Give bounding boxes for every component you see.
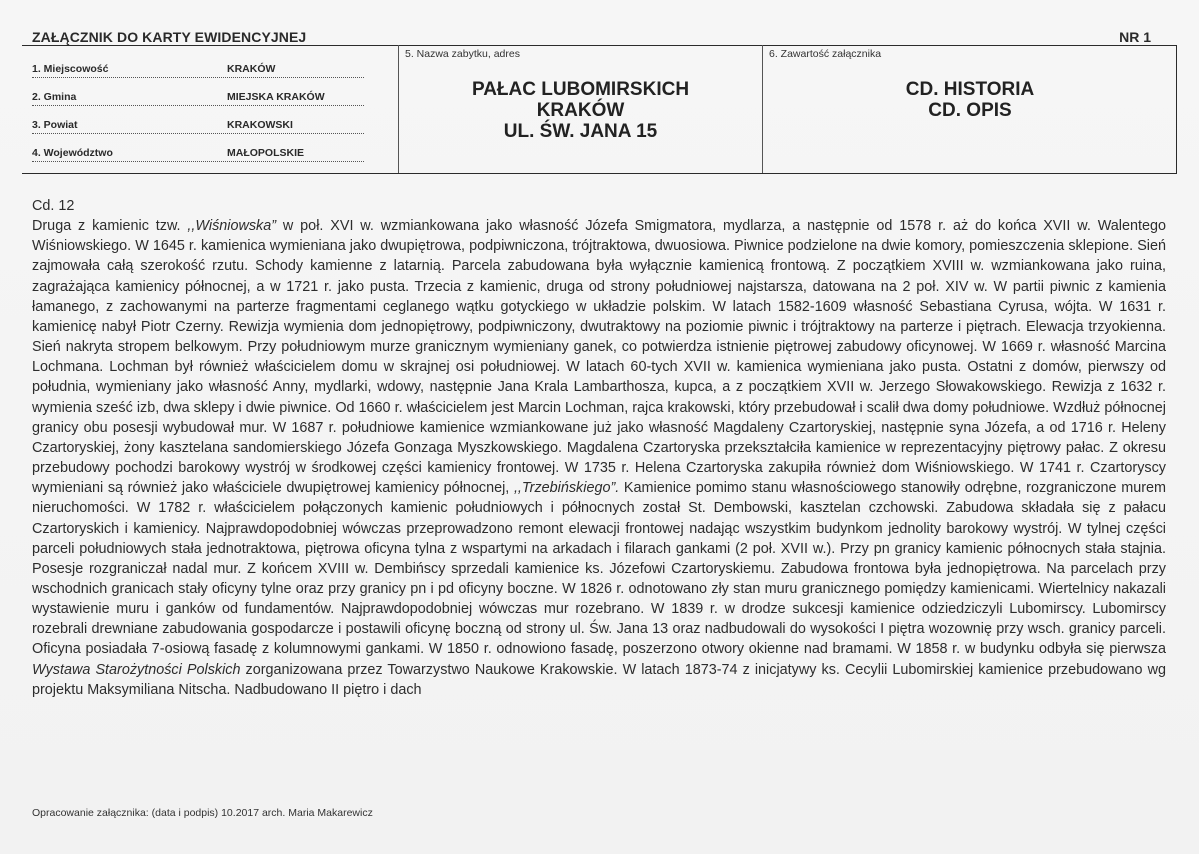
field-town-label: 1. Miejscowość: [32, 63, 109, 75]
text-segment: Druga z kamienic tzw.: [32, 218, 188, 235]
field-town: [32, 57, 364, 78]
contents-lines: [763, 79, 1177, 121]
prepared-by-footer: Opracowanie załącznika: (data i podpis) 10.2017 arch. Maria Makarewicz: [32, 807, 373, 819]
contents-box: [762, 45, 1177, 173]
field-voivodeship-label: 4. Województwo: [32, 147, 113, 159]
monument-line-3: UL. ŚW. JANA 15: [503, 121, 658, 142]
history-paragraph: [32, 216, 1166, 700]
field-commune-value: MIEJSKA KRAKÓW: [227, 91, 325, 103]
continuation-marker: Cd. 12: [32, 198, 75, 214]
header-box: [22, 45, 1177, 174]
text-segment: Kamienice pomimo stanu własnościowego stanowiły odrębne, rozgraniczone murem nieruchomości. W 1782 r. właścicielem połączonych kamienic południowych i północnych został St. Dembowski, kasztelan czchowski. Zabudowa składała się z pałacu Czartoryskich i kamienicy. Najprawdopodobniej wówczas przeprowadzono remont elewacji frontowej nadając wszystkim budynkom jednolity barokowy wystrój. W tylnej części parceli południowych stała jednotraktowa, piętrowa oficyna tylna z wspartymi na arkadach i filarach gankami (2 poł. XVII w.). Przy pn granicy kamienic północnych stała stajnia. Posesje rozgraniczał nadal mur. Z końcem XVIII w. Dembińscy sprzedali kamienice ks. Józefowi Czartoryskiemu. Zabudowa frontowa była jednopiętrowa. Na parcelach przy wschodnich granicach stały oficyny tylne oraz przy granicy pn i pd oficyny boczne. W 1826 r. odnotowano zły stan muru granicznego pomiędzy kamienicami. Wiertelnicy nakazali wystawienie muru i ganków od fundamentów. Najprawdopodobniej wówczas mur rozebrano. W 1839 r. w drodze sukcesji kamienice odziedziczyli Lubomirscy. Lubomirscy rozebrali drewniane zabudowania gospodarcze i postawili oficynę boczną od strony ul. Św. Jana 13 oraz nadbudowali do wysokości I piętra wozownię przy wsch. granicy parceli. Oficyna posiadała 7-osiową fasadę z kolumnowymi gankami. W 1850 r. odnowiono fasadę, poszerzono otwory okienne nad bramami. W 1858 r. w budynku odbyła się pierwsza: [32, 480, 1166, 658]
text-segment: w poł. XVI w. wzmiankowana jako własność Józefa Smigmatora, mydlarza, a następnie od 1578 r. aż do końca XVII w. Walentego Wiśniowskiego. W 1645 r. kamienica wymieniana jako dwupiętrowa, podpiwniczona, trójtraktowa, dwuosiowa. Piwnice podzielone na dwie komory, pomieszczenia sklepione. Sień zajmowała całą szerokość rzutu. Schody kamienne z latarnią. Parcela zabudowana była wyłącznie kamienicą frontową. Z początkiem XVIII w. wzmiankowana jako ruina, zagrażająca kamienicy północnej, a w 1721 r. jako pusta. Trzecia z kamienic, druga od strony południowej najstarsza, datowana na 2 poł. XIV w. W partii piwnic z kamienia łamanego, z zachowanymi na parterze fragmentami ceglanego wątku gotyckiego w układzie polskim. W latach 1582-1609 własność Sebastiana Cyrusa, wójta. W 1631 r. kamienicę nabył Piotr Czerny. Rewizja wymienia dom jednopiętrowy, podpiwniczony, dwutraktowy na poziomie piwnic i trójtraktowy na parterze i piętrach. Elewacja trzyokienna. Sień nakryta stropem belkowym. Przy południowym murze granicznym wymieniany ganek, co potwierdza istnienie piętrowej zabudowy oficynowej. W 1669 r. własność Marcina Lochmana. Lochman był również właścicielem domu w skrajnej osi południowej. W latach 60-tych XVII w. kamienica wymieniana jako pusta. Ostatni z domów, pierwszy od południa, wymieniany jako własność Anny, mydlarki, wdowy, następnie Jana Krala Lambarthosza, kupca, a z początkiem XVII w. Jerzego Słowakowskiego. Rewizja z 1632 r. wymienia sześć izb, dwa sklepy i dwie piwnice. Od 1660 r. właścicielem jest Marcin Lochman, rajca krakowski, który przebudował i scalił dwa domy południowe. Wzdłuż północnej granicy obu posesji wybudował mur. W 1687 r. południowe kamienice wzmiankowane już jako własność Magdaleny Czartoryskiej, następnie syna Józefa, a od 1716 r. Heleny Czartoryskiej, żony kasztelana sandomierskiego Józefa Gonzaga Myszkowskiego. Magdalena Czartoryska przekształciła kamienice w reprezentacyjny piętrowy pałac. Z okresu przebudowy pochodzi barokowy wystrój w środkowej części kamienicy frontowej. W 1735 r. Helena Czartoryska zakupiła również dom Wiśniowskiego. W 1741 r. Czartoryscy wymieniani są również jako właściciele dwupiętrowej kamienicy północnej,: [32, 218, 1166, 497]
italic-name-wisniowska: ,,Wiśniowska”: [187, 218, 277, 235]
document-number: NR 1: [1119, 29, 1151, 45]
field-voivodeship: [32, 141, 364, 162]
document-title: ZAŁĄCZNIK DO KARTY EWIDENCYJNEJ: [32, 29, 307, 45]
monument-name: [399, 79, 762, 142]
field-commune: [32, 85, 364, 106]
field-county-label: 3. Powiat: [32, 119, 78, 131]
contents-line-1: CD. HISTORIA: [905, 79, 1035, 100]
history-text: [32, 196, 1166, 700]
monument-caption: 5. Nazwa zabytku, adres: [405, 48, 520, 60]
monument-line-2: KRAKÓW: [536, 100, 625, 121]
field-voivodeship-value: MAŁOPOLSKIE: [227, 147, 305, 159]
field-county: [32, 113, 364, 134]
field-commune-label: 2. Gmina: [32, 91, 77, 103]
field-county-value: KRAKOWSKI: [227, 119, 293, 131]
monument-name-box: [398, 45, 762, 173]
location-fields: [22, 45, 397, 173]
field-town-value: KRAKÓW: [227, 63, 276, 75]
text-segment: zorganizowana przez Towarzystwo Naukowe Krakowskie. W latach 1873-74 z inicjatywy ks. Cecylii Lubomirskiej kamienice przebudowano wg projektu Maksymiliana Nitscha. Nadbudowano II piętro i dach: [32, 661, 1166, 698]
contents-line-2: CD. OPIS: [928, 100, 1012, 121]
italic-exhibition-title: Wystawa Starożytności Polskich: [32, 661, 241, 678]
contents-caption: 6. Zawartość załącznika: [769, 48, 882, 60]
italic-name-trzebinskiego: ,,Trzebińskiego”.: [513, 480, 620, 497]
monument-line-1: PAŁAC LUBOMIRSKICH: [471, 79, 690, 100]
